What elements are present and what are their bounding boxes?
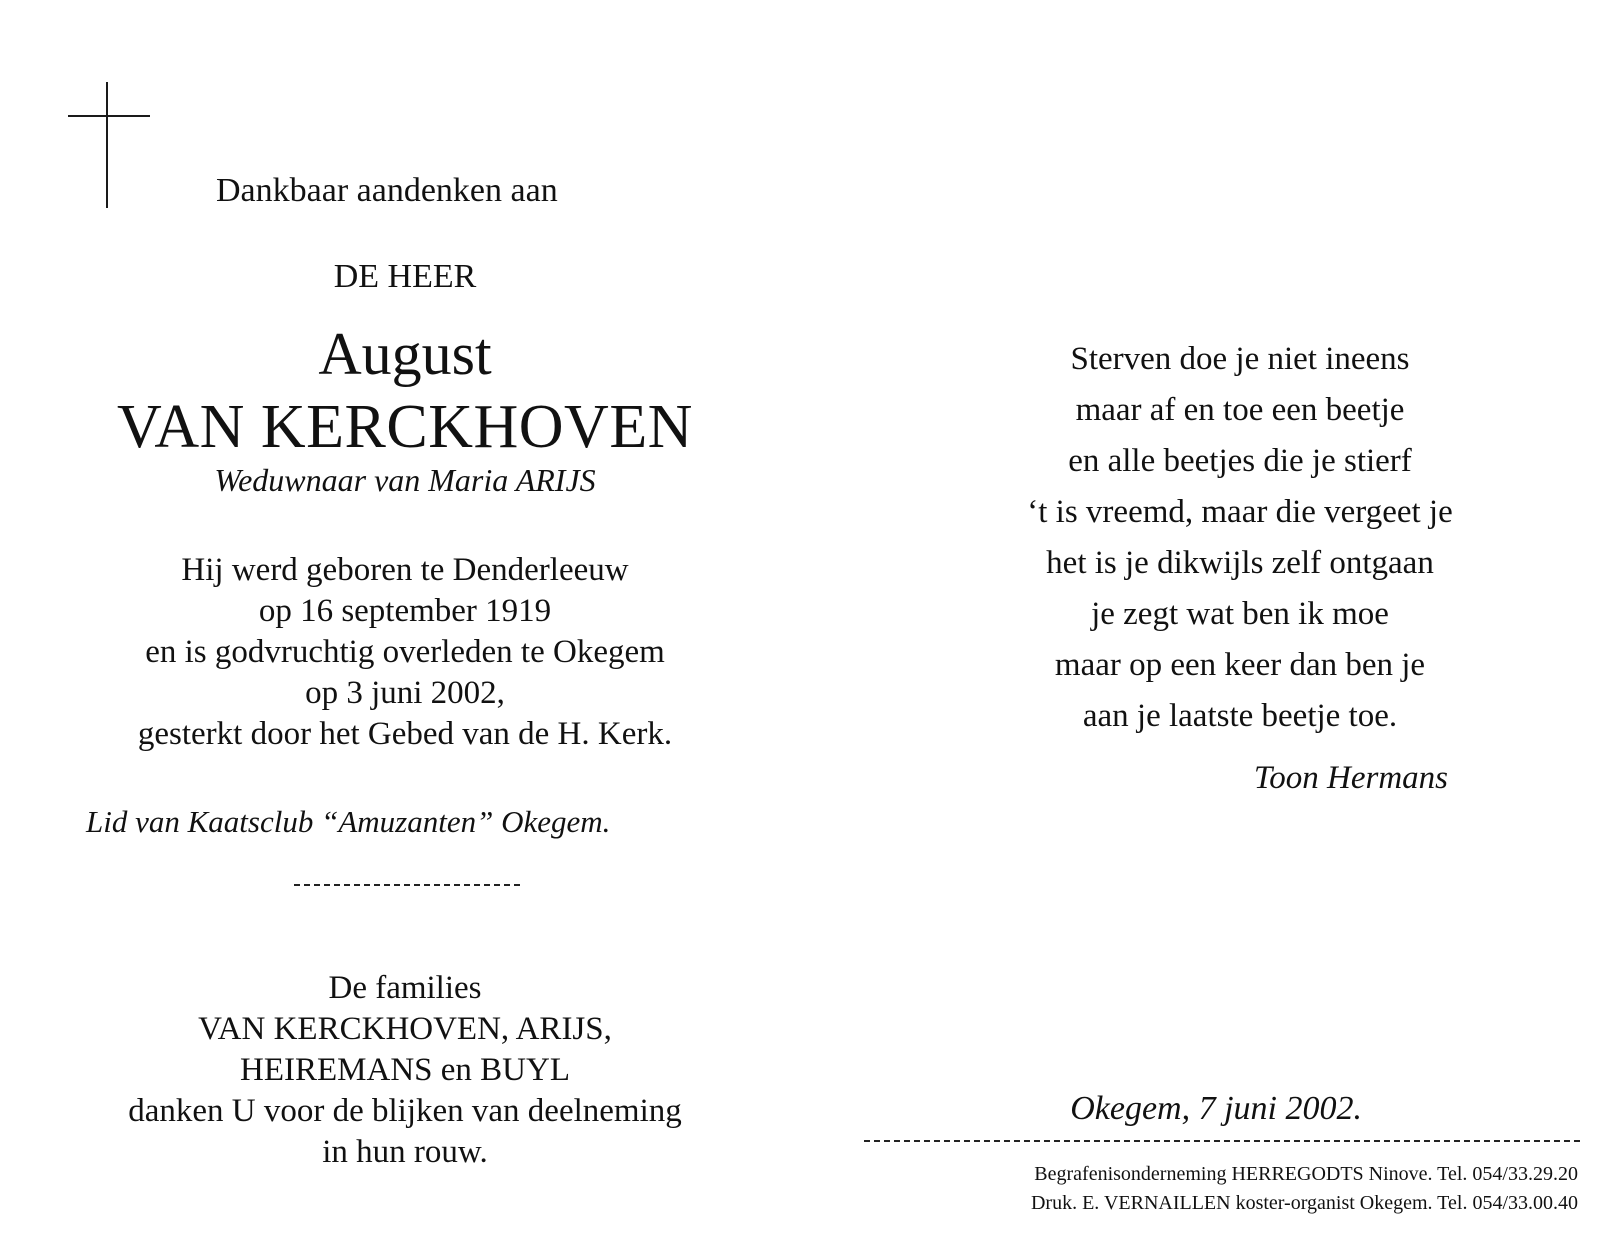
bio-line: op 3 juni 2002, [305,675,505,711]
bio-line: gesterkt door het Gebed van de H. Kerk. [137,716,673,752]
first-name: August [318,321,492,387]
cross-horizontal-bar [68,115,150,117]
bio-line: en is godvruchtig overleden te Okegem [145,634,665,670]
poem-line: maar af en toe een beetje [1075,392,1405,428]
family-line: HEIREMANS en BUYL [240,1052,570,1088]
intro-text: Dankbaar aandenken aan [216,172,558,209]
family-line: De families [328,970,482,1006]
family-thanks [10,968,800,1173]
poem-line: ‘t is vreemd, maar die vergeet je [1027,494,1453,530]
dashed-divider [864,1140,1580,1142]
family-line: VAN KERCKHOVEN, ARIJS, [198,1011,612,1047]
honorific-title: DE HEER [333,258,477,295]
family-line: in hun rouw. [322,1134,488,1170]
biography [10,550,800,755]
poem [940,334,1540,742]
bio-line: op 16 september 1919 [258,593,552,629]
credit-line: Druk. E. VERNAILLEN koster-organist Okegem. Tel. 054/33.00.40 [1030,1192,1578,1214]
last-name: VAN KERCKHOVEN [117,393,693,461]
place-date: Okegem, 7 juni 2002. [1070,1090,1362,1127]
poem-line: en alle beetjes die je stierf [1068,443,1412,479]
club-membership: Lid van Kaatsclub “Amuzanten” Okegem. [86,804,611,839]
poem-line: aan je laatste beetje toe. [1082,698,1398,734]
poem-author: Toon Hermans [1253,760,1448,796]
bio-line: Hij werd geboren te Denderleeuw [181,552,629,588]
poem-line: maar op een keer dan ben je [1054,647,1426,683]
poem-line: Sterven doe je niet ineens [1070,341,1410,377]
credit-line: Begrafenisonderneming HERREGODTS Ninove. Tel. 054/33.29.20 [1034,1163,1578,1185]
cross-vertical-bar [106,82,108,208]
widower-line: Weduwnaar van Maria ARIJS [214,462,596,498]
printer-credits [1031,1160,1578,1218]
poem-line: je zegt wat ben ik moe [1091,596,1389,632]
dashed-divider [294,884,520,886]
family-line: danken U voor de blijken van deelneming [128,1093,682,1129]
poem-line: het is je dikwijls zelf ontgaan [1046,545,1434,581]
